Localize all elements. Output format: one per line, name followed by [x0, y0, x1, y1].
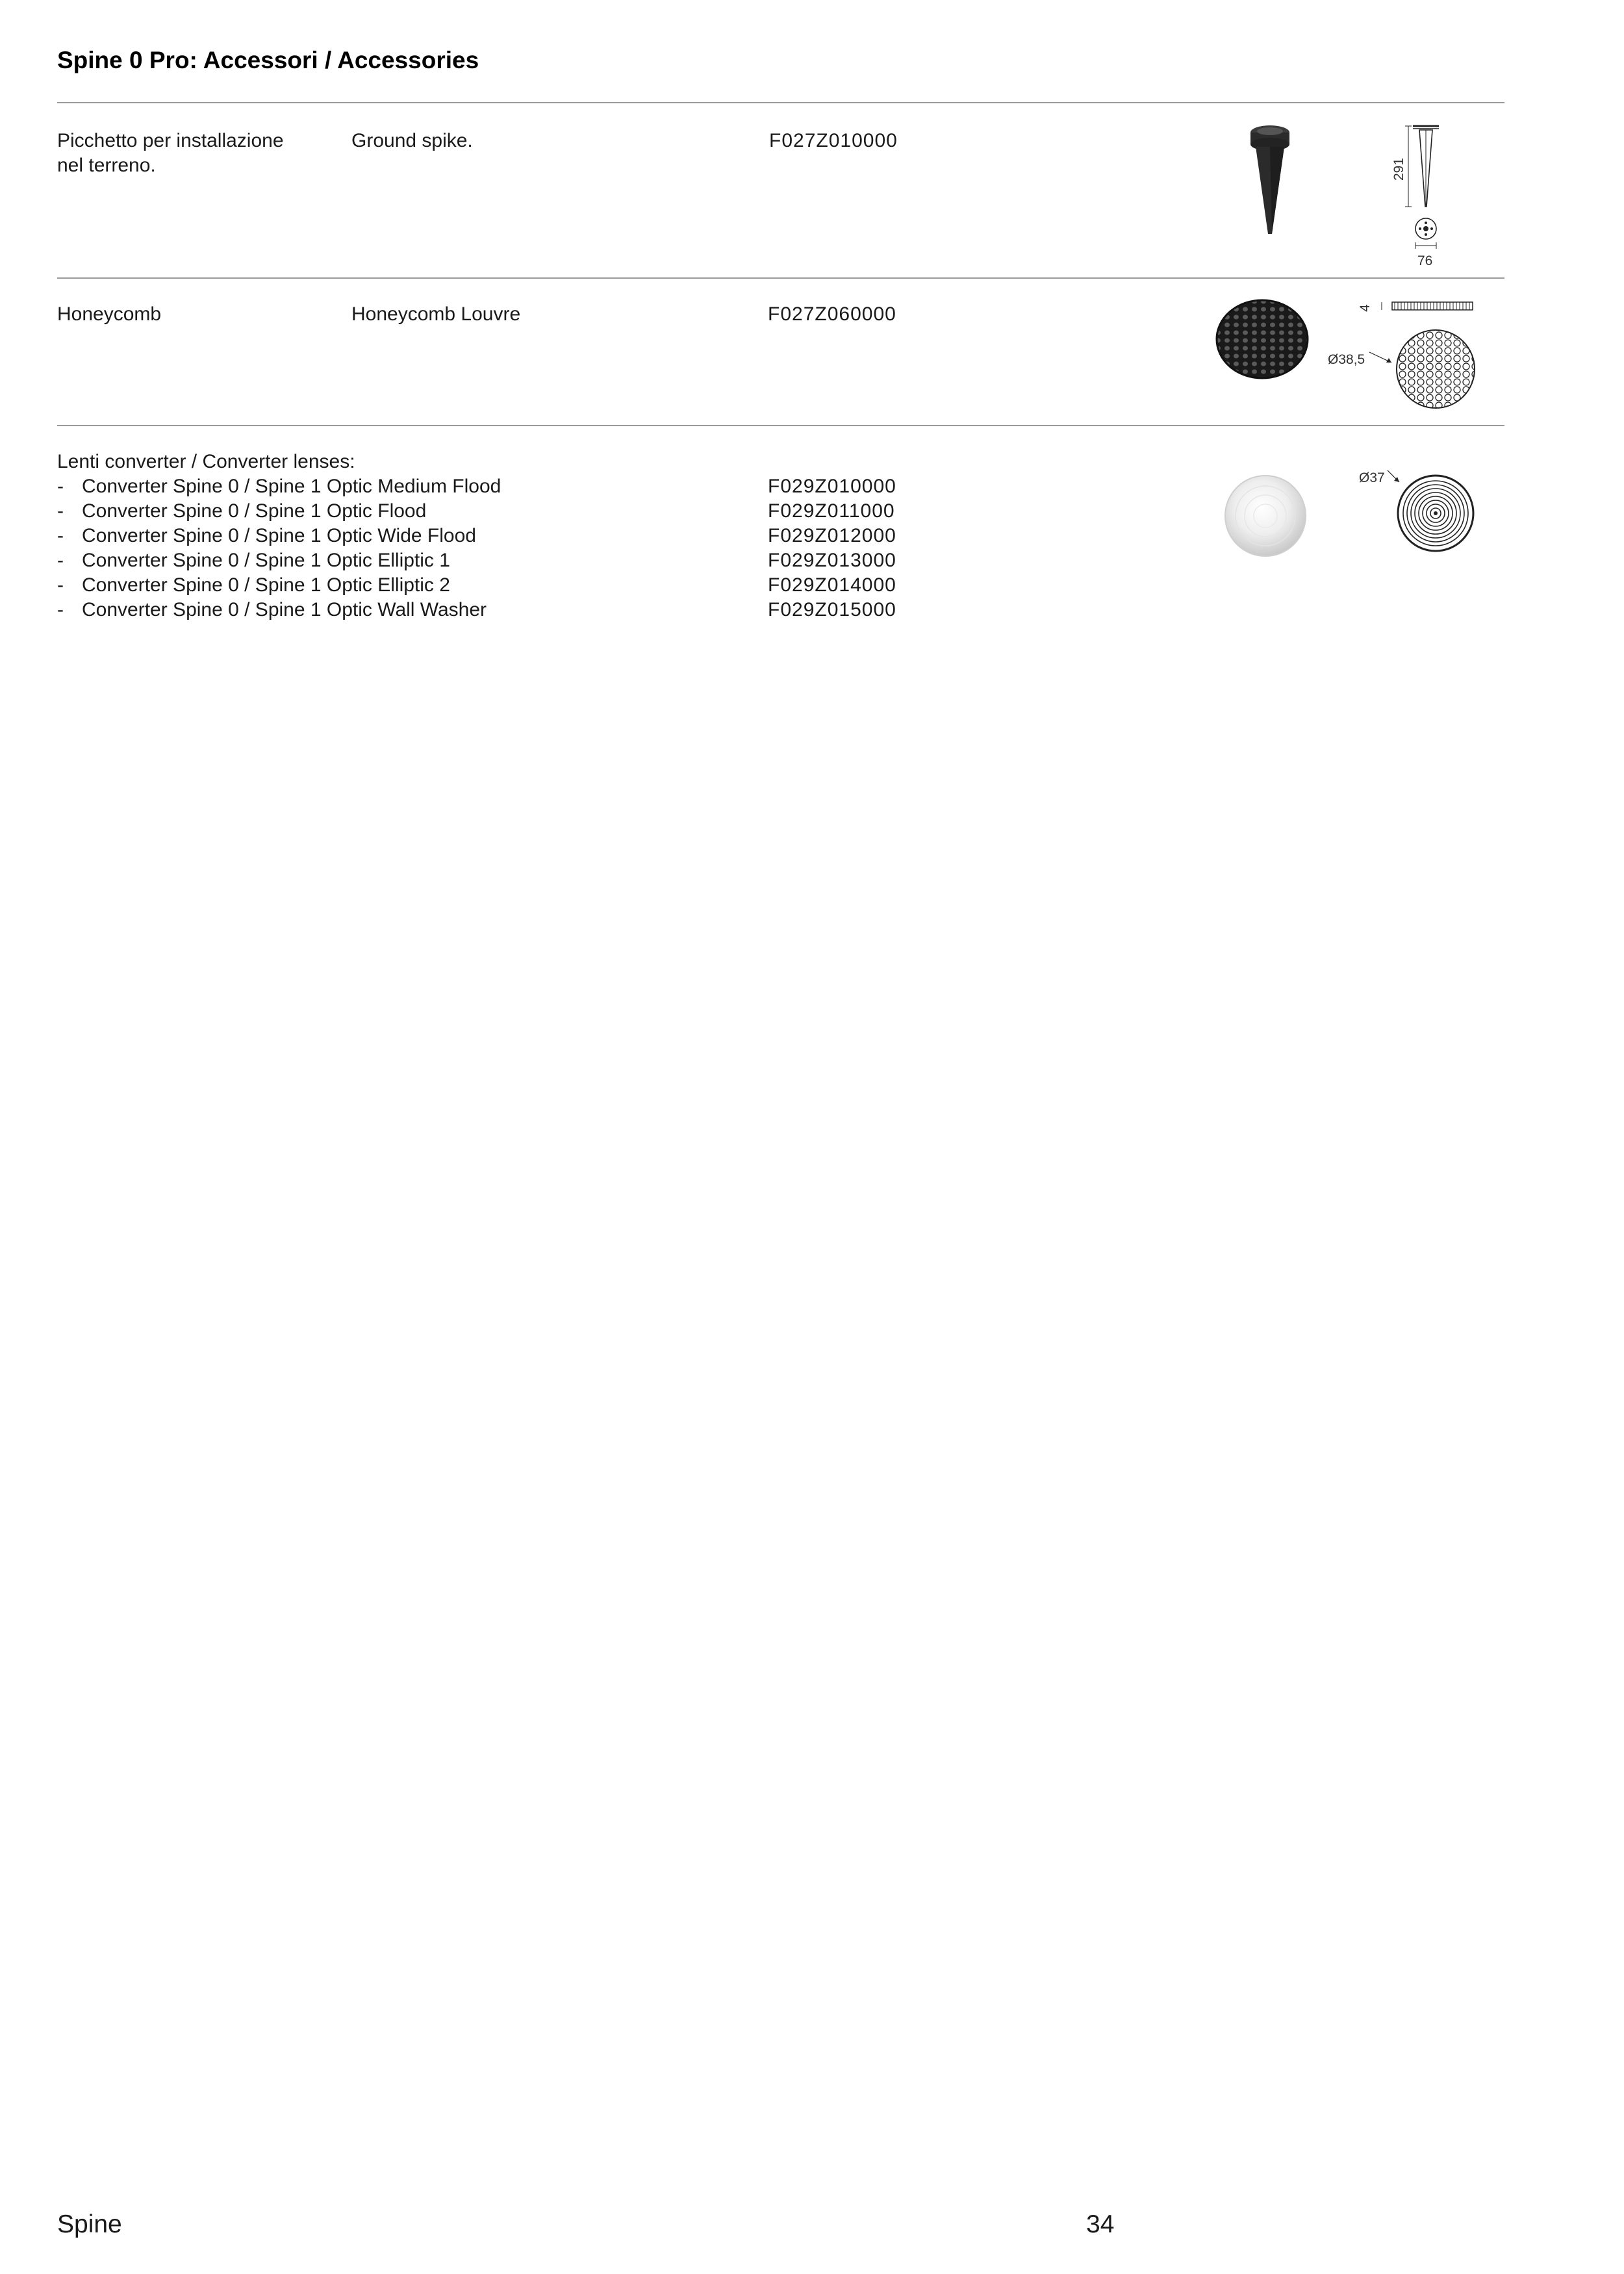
list-bullet: -	[57, 500, 64, 522]
list-bullet: -	[57, 574, 64, 596]
ground-spike-code: F027Z010000	[769, 130, 898, 151]
honeycomb-description-en: Honeycomb Louvre	[351, 303, 521, 325]
lens-label: Converter Spine 0 / Spine 1 Optic Wall Washer	[82, 599, 487, 620]
list-bullet: -	[57, 525, 64, 546]
lens-label: Converter Spine 0 / Spine 1 Optic Wide Flood	[82, 525, 476, 546]
row-divider-1	[57, 277, 1504, 279]
list-bullet: -	[57, 599, 64, 620]
converter-lens-dimension-drawing	[1351, 461, 1481, 559]
lens-code: F029Z015000	[768, 599, 896, 620]
honeycomb-thickness-label: 4	[1358, 304, 1373, 312]
list-item	[57, 573, 501, 598]
list-item	[57, 474, 501, 499]
lens-code: F029Z012000	[768, 525, 896, 546]
page-number: 34	[1086, 2210, 1115, 2238]
lens-label: Converter Spine 0 / Spine 1 Optic Medium Flood	[82, 476, 501, 497]
lens-code: F029Z014000	[768, 574, 896, 596]
list-bullet: -	[57, 550, 64, 571]
list-item	[57, 499, 501, 524]
list-item	[57, 598, 501, 622]
ground-spike-dimension-drawing	[1384, 121, 1455, 270]
list-item	[57, 548, 501, 573]
ground-spike-description-it: Picchetto per installazione nel terreno.	[57, 130, 284, 176]
lens-code: F029Z010000	[768, 476, 896, 497]
row-divider-2	[57, 425, 1504, 426]
lens-label: Converter Spine 0 / Spine 1 Optic Elliptic 2	[82, 574, 450, 596]
lenses-list	[57, 474, 501, 622]
page-title: Spine 0 Pro: Accessori / Accessories	[57, 47, 479, 73]
ground-spike-width-label: 76	[1417, 253, 1433, 268]
list-item	[57, 524, 501, 548]
lens-code: F029Z013000	[768, 550, 896, 571]
converter-lens-diameter-label: Ø37	[1359, 470, 1385, 485]
footer-brand: Spine	[57, 2210, 122, 2238]
lens-label: Converter Spine 0 / Spine 1 Optic Elliptic 1	[82, 550, 450, 571]
honeycomb-diameter-label: Ø38,5	[1328, 352, 1365, 367]
ground-spike-description-en: Ground spike.	[351, 130, 473, 151]
list-bullet: -	[57, 476, 64, 497]
ground-spike-product-image	[1234, 120, 1306, 243]
title-divider	[57, 102, 1504, 103]
honeycomb-code: F027Z060000	[768, 303, 896, 325]
lens-label: Converter Spine 0 / Spine 1 Optic Flood	[82, 500, 427, 522]
lens-code: F029Z011000	[768, 500, 895, 522]
converter-lens-product-image	[1220, 470, 1311, 561]
ground-spike-height-label: 291	[1391, 157, 1406, 181]
lenses-heading: Lenti converter / Converter lenses:	[57, 451, 355, 472]
honeycomb-product-image	[1213, 298, 1311, 382]
lenses-codes	[768, 474, 896, 622]
honeycomb-dimension-drawing	[1325, 292, 1481, 416]
honeycomb-description-it: Honeycomb	[57, 303, 162, 325]
